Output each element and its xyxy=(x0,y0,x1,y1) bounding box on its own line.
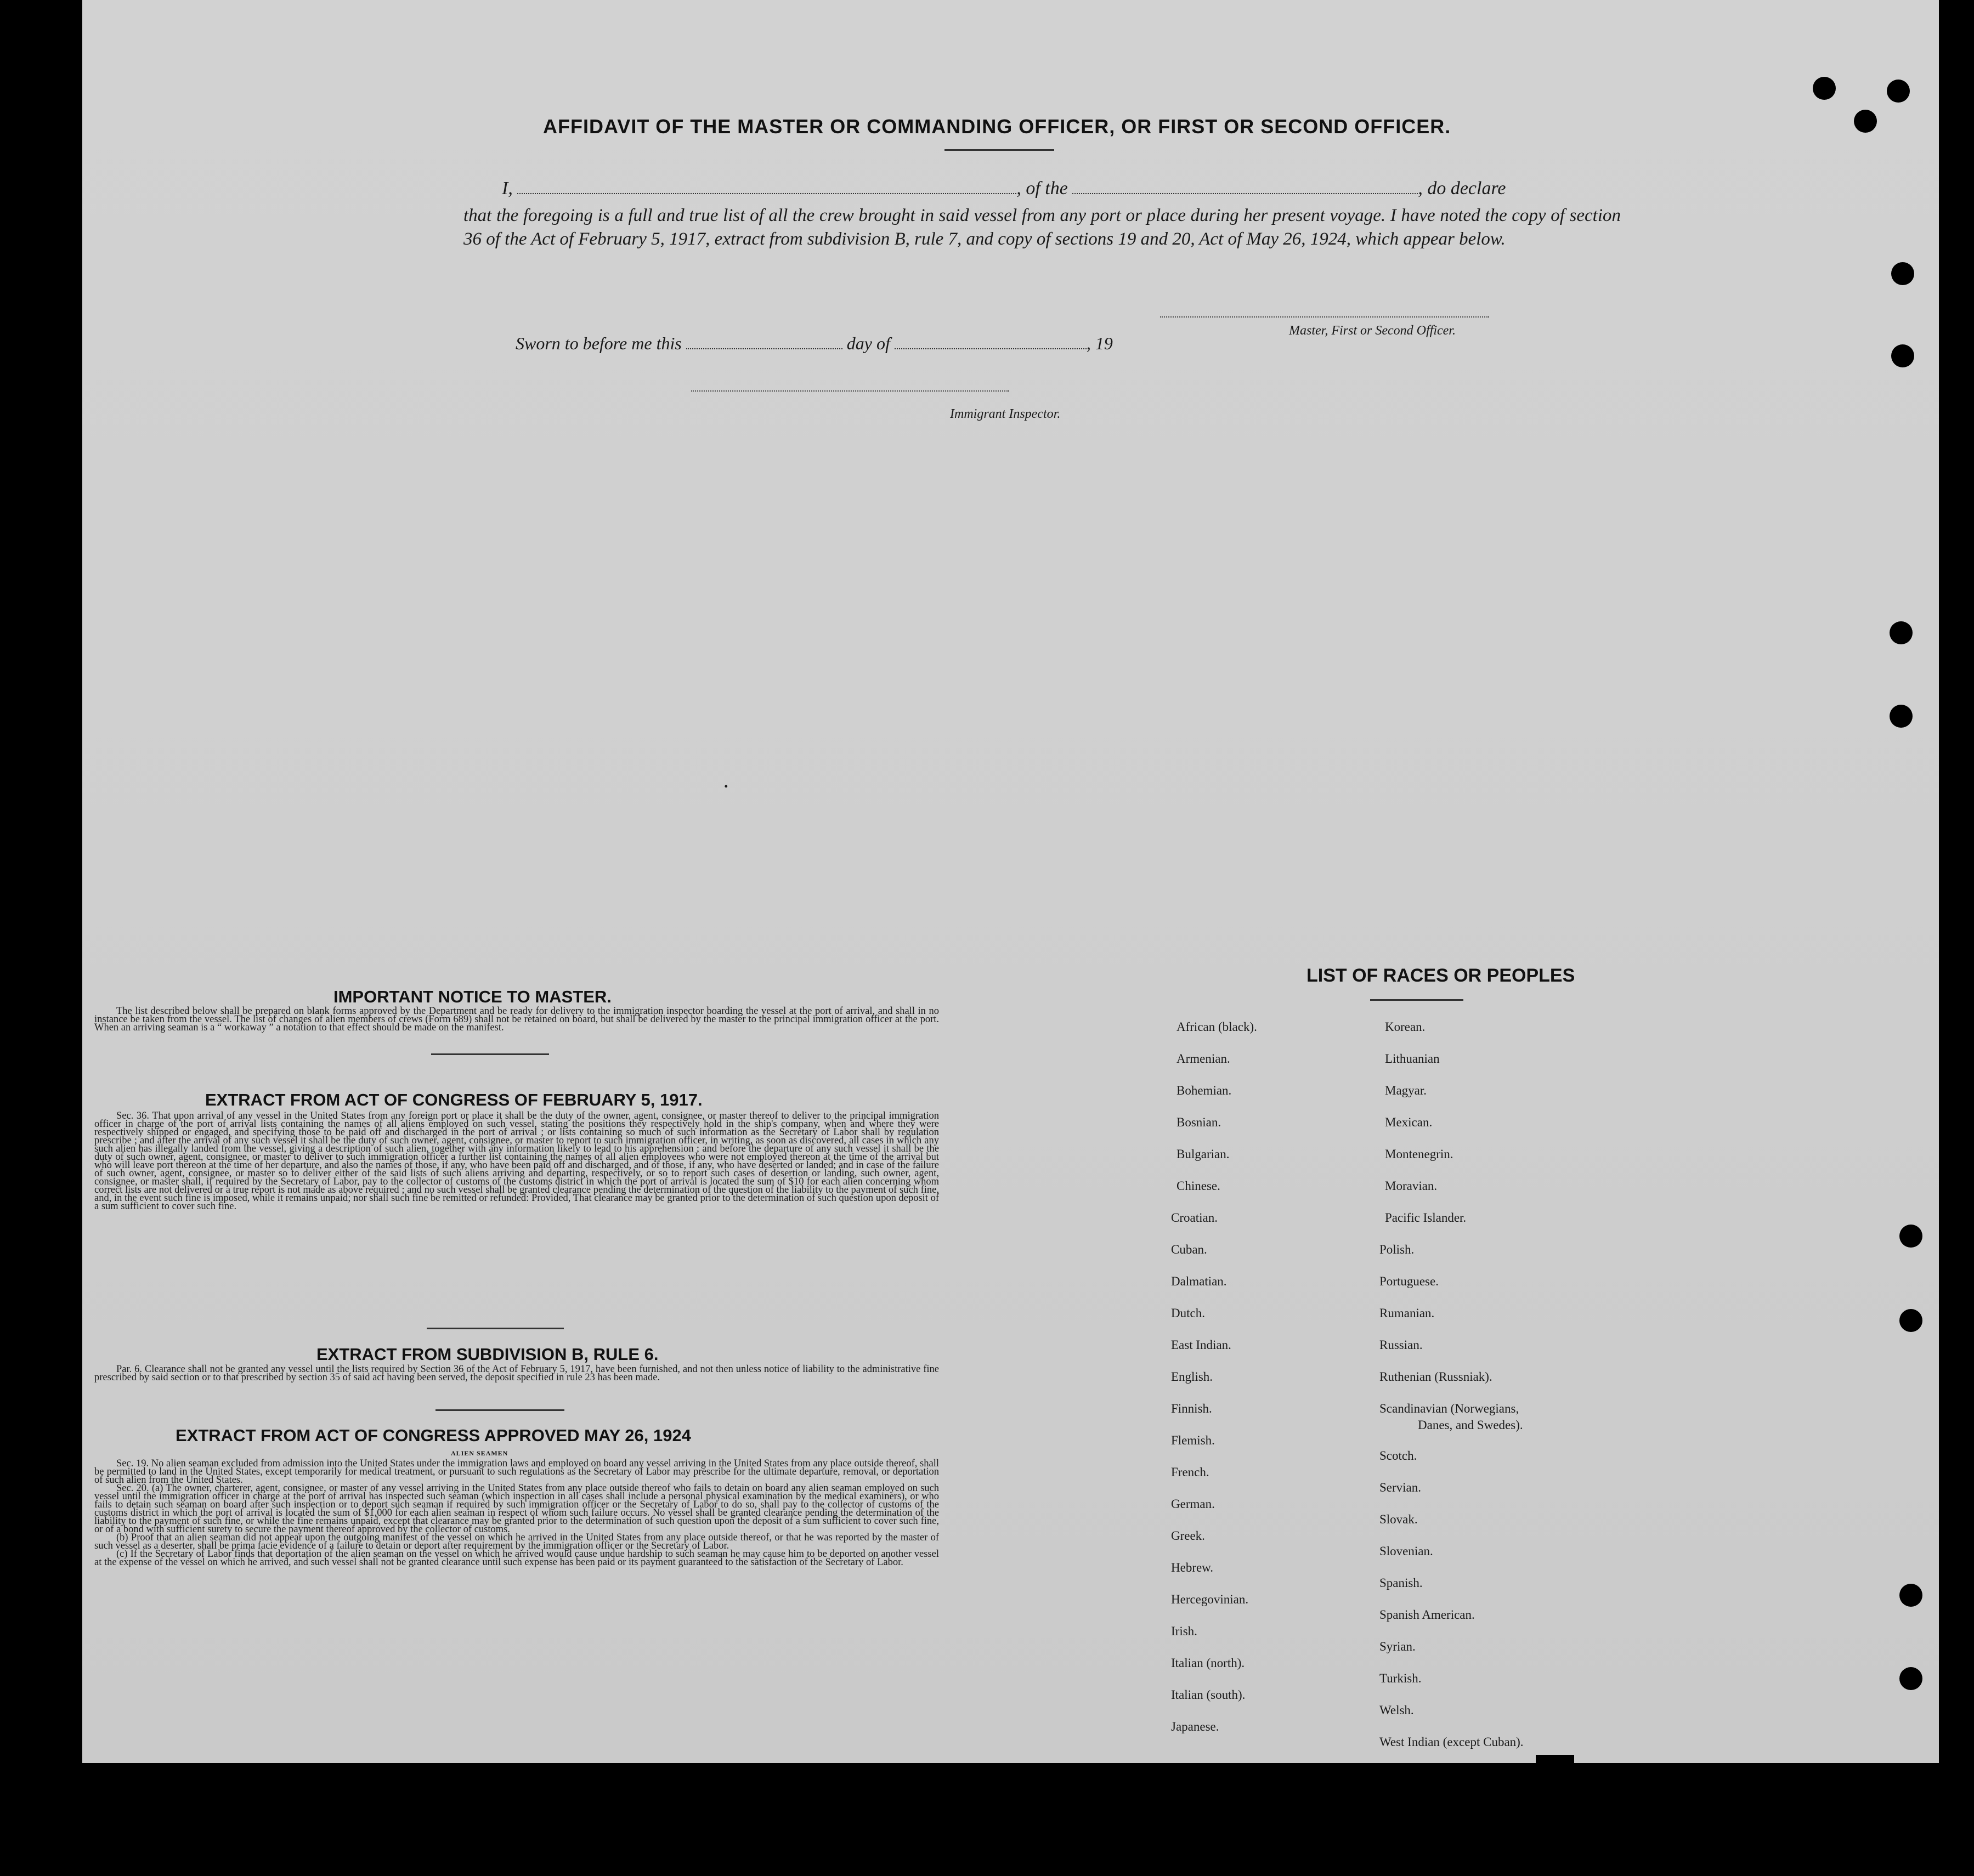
race-item: Lithuanian xyxy=(1385,1052,1440,1065)
race-item: Armenian. xyxy=(1177,1052,1230,1065)
vessel-name-field[interactable] xyxy=(1072,188,1418,194)
extract-rule6-text: Par. 6. Clearance shall not be granted any vessel until the lists required by Section 36 of the Act of February 5, 1917, have been furnished, and not then unless notice of liability to the administrative fine prescribed by said section or to that prescribed by section 35 of said act having been served, the deposit specified in rule 23 has been made. xyxy=(94,1364,939,1383)
race-item: Russian. xyxy=(1379,1338,1423,1352)
sec-36-label: Sec. 36. xyxy=(116,1110,150,1121)
race-item: Spanish. xyxy=(1379,1576,1423,1590)
race-item: Mexican. xyxy=(1385,1115,1433,1129)
race-item: French. xyxy=(1171,1465,1209,1479)
alien-seamen-subtitle: ALIEN SEAMEN xyxy=(451,1449,508,1457)
sec-20b-text: (b) Proof that an alien seaman did not appear upon the outgoing manifest of the vessel on which he arrived in the United States from any place outside thereof, or that he was reported by the master of such vessel as a deserter, shall be prima facie evidence of a failure to detain or deport after requirement by the immigration officer or the Secretary of Labor. xyxy=(94,1532,939,1551)
punch-hole xyxy=(1891,262,1914,285)
punch-hole xyxy=(1899,1309,1922,1332)
extract-1917-text xyxy=(94,1112,939,1211)
race-item: Cuban. xyxy=(1171,1243,1207,1256)
master-caption: Master, First or Second Officer. xyxy=(1289,324,1456,338)
sec-20c-text: (c) If the Secretary of Labor finds that deportation of the alien seaman on the vessel on which he arrived would cause undue hardship to such seaman he may cause him to be deported on another vessel at the expense of the vessel on which he arrived, and such vessel shall not be granted clearance until such expense has been paid or its payment guaranteed to the satisfaction of the Secretary of Labor. xyxy=(94,1549,939,1568)
race-item: Hebrew. xyxy=(1171,1561,1214,1574)
race-item: West Indian (except Cuban). xyxy=(1379,1735,1524,1749)
notice-text-block xyxy=(94,1007,939,1032)
extract-1917-block xyxy=(94,1112,939,1211)
race-item: Scandinavian (Norwegians, xyxy=(1379,1402,1519,1415)
do-declare-text: , do declare xyxy=(1418,178,1506,199)
sworn-month-field[interactable] xyxy=(895,343,1087,349)
race-item: Bohemian. xyxy=(1177,1084,1232,1097)
divider-rule-1 xyxy=(431,1053,549,1055)
race-item: Ruthenian (Russniak). xyxy=(1379,1370,1492,1384)
race-item: Polish. xyxy=(1379,1243,1415,1256)
race-item: Pacific Islander. xyxy=(1385,1211,1467,1225)
divider-rule-2 xyxy=(427,1328,564,1329)
race-item: Welsh. xyxy=(1379,1703,1414,1717)
punch-hole xyxy=(1854,110,1877,133)
race-item: Turkish. xyxy=(1379,1671,1422,1685)
race-item: Scotch. xyxy=(1379,1449,1417,1463)
extract-1924-block xyxy=(94,1460,939,1567)
race-item: East Indian. xyxy=(1171,1338,1231,1352)
race-item: Portuguese. xyxy=(1379,1274,1439,1288)
day-of-text: day of xyxy=(846,333,890,353)
document-sheet xyxy=(82,0,1939,1763)
declarant-name-field[interactable] xyxy=(517,188,1016,194)
inspector-signature-line[interactable] xyxy=(691,390,1009,392)
race-item: Italian (south). xyxy=(1171,1688,1246,1702)
page-tear xyxy=(1536,1755,1574,1788)
extract-rule6-title: EXTRACT FROM SUBDIVISION B, RULE 6. xyxy=(316,1345,659,1364)
races-title-underline xyxy=(1370,999,1463,1001)
race-item: English. xyxy=(1171,1370,1213,1384)
notice-text: The list described below shall be prepared on blank forms approved by the Department and be ready for delivery to the immigration inspector boarding the vessel at the port of arrival, and shall in no instance be taken from the vessel. The list of changes of alien members of crews (Form 689) shall not be retained on board, but shall be delivered by the master to the principal immigration officer at the port. When an arriving seaman is a “ workaway ” a notation to that effect should be made on the manifest. xyxy=(94,1006,939,1033)
race-item: Moravian. xyxy=(1385,1179,1438,1193)
race-item: Dalmatian. xyxy=(1171,1274,1227,1288)
punch-hole xyxy=(1899,1667,1922,1690)
year-prefix-text: , 19 xyxy=(1086,333,1113,353)
affidavit-first-line xyxy=(502,178,1506,199)
punch-hole xyxy=(1890,705,1913,728)
race-item: Slovak. xyxy=(1379,1512,1418,1526)
extract-1924-title: EXTRACT FROM ACT OF CONGRESS APPROVED MAY 26, 1924 xyxy=(176,1426,691,1445)
punch-hole xyxy=(1887,80,1910,103)
race-item: Japanese. xyxy=(1171,1720,1219,1733)
race-item: Syrian. xyxy=(1379,1640,1416,1653)
race-item: Croatian. xyxy=(1171,1211,1218,1225)
sec-20a-text: Sec. 20. (a) The owner, charterer, agent, consignee, or master of any vessel arriving in the United States from any place outside thereof who fails to detain on board any alien seaman employed on such vessel until the immigration officer in charge at the port of arrival has inspected such seaman (which inspection in all cases shall include a personal physical examination by the medical examiners), or who fails to detain such seaman on board after such inspection or to deport such seaman if required by such immigration officer or the Secretary of Labor to do so, shall pay to the collector of customs of the customs district in which the port of arrival is located the sum of $1,000 for each alien seaman in respect of whom such failure occurs. No vessel shall be granted clearance pending the determination of the liability to the payment of such fine, or while the fine remains unpaid, except that clearance may be granted prior to the determination of such question upon the deposit of a sum sufficient to cover such fine, or of a bond with sufficient surety to secure the payment thereof approved by the collector of customs. xyxy=(94,1483,939,1535)
race-item: Italian (north). xyxy=(1171,1656,1245,1670)
race-item: Bulgarian. xyxy=(1177,1147,1230,1161)
race-item: Flemish. xyxy=(1171,1433,1215,1447)
race-item: Greek. xyxy=(1171,1529,1205,1543)
sec-36-text: That upon arrival of any vessel in the United States from any foreign port or place it shall be the duty of the owner, agent, consignee, or master thereof to deliver to the principal immigration officer in charge of the port of arrival lists containing the names of all aliens employed on such vessel, stating the positions they respectively hold in the ship's company, when and where they were respectively shipped or engaged, and specifying those to be paid off and discharged in the port of arrival ; or lists containing so much of such information as the Secretary of Labor shall by regulation prescribe ; and after the arrival of any such vessel it shall be the duty of such owner, agent, consignee, or master to report to such immigration officer, in writing, as soon as discovered, all cases in which any such alien has illegally landed from the vessel, giving a description of such alien, together with any information likely to lead to his apprehension ; and before the departure of any such vessel it shall be the duty of such owner, agent, consignee, or master to deliver to such immigration officer a further list containing the names of all alien employees who were not employed thereon at the time of the arrival but who will leave port thereon at the time of her departure, and also the names of those, if any, who have been paid off and discharged, and of those, if any, who have deserted or landed; and in case of the failure of such owner, agent, consignee, or master so to deliver either of the said lists of such aliens arriving and departing, respectively, or so to report such cases of desertion or landing, such owner, agent, consignee, or master shall, if required by the Secretary of Labor, pay to the collector of customs of the customs district in which the port of arrival is located the sum of $10 for each alien concerning whom correct lists are not delivered or a true report is not made as above required ; and no such vessel shall be granted clearance pending the determination of the question of the liability to the payment of such fine, and, in the event such fine is imposed, while it remains unpaid; nor shall such fine be remitted or refunded: Provided, That clearance may be granted prior to the determination of such question upon deposit of a sum sufficient to cover such fine. xyxy=(94,1110,939,1212)
race-item: German. xyxy=(1171,1497,1215,1511)
stray-mark: . xyxy=(724,773,728,791)
of-the-text: , of the xyxy=(1016,178,1068,199)
affidavit-title-underline xyxy=(944,149,1054,151)
race-item: Bosnian. xyxy=(1177,1115,1221,1129)
race-item: Rumanian. xyxy=(1379,1306,1435,1320)
race-item: Slovenian. xyxy=(1379,1544,1433,1558)
race-item: Spanish American. xyxy=(1379,1608,1475,1622)
sec-19-text: Sec. 19. No alien seaman excluded from admission into the United States under the immigration laws and employed on board any vessel arriving in the United States from any place outside thereof, shall be permitted to land in the United States, except temporarily for medical treatment, or pursuant to such regulations as the Secretary of Labor may prescribe for the ultimate departure, removal, or deportation of such alien from the United States. xyxy=(94,1458,939,1486)
inspector-caption: Immigrant Inspector. xyxy=(950,407,1061,421)
race-item: Hercegovinian. xyxy=(1171,1592,1249,1606)
race-item: Dutch. xyxy=(1171,1306,1205,1320)
sworn-line xyxy=(516,333,1113,354)
race-item: Korean. xyxy=(1385,1020,1426,1034)
races-title: LIST OF RACES OR PEOPLES xyxy=(1306,965,1575,986)
punch-hole xyxy=(1891,344,1914,367)
master-signature-line[interactable] xyxy=(1160,316,1489,318)
race-item: Irish. xyxy=(1171,1624,1197,1638)
sworn-day-field[interactable] xyxy=(686,343,842,349)
affidavit-body: that the foregoing is a full and true list of all the crew brought in said vessel from any port or place during her present voyage. I have noted the copy of section 36 of the Act of February 5, 1917, extract from subdivision B, rule 7, and copy of sections 19 and 20, Act of May 26, 1924, which appear below. xyxy=(463,206,1621,249)
notice-title: IMPORTANT NOTICE TO MASTER. xyxy=(333,987,612,1006)
race-item: Finnish. xyxy=(1171,1402,1212,1415)
punch-hole xyxy=(1890,621,1913,644)
divider-rule-3 xyxy=(435,1409,564,1411)
punch-hole xyxy=(1813,77,1836,100)
affidavit-title: AFFIDAVIT OF THE MASTER OR COMMANDING OFFICER, OR FIRST OR SECOND OFFICER. xyxy=(543,115,1451,138)
race-item: Magyar. xyxy=(1385,1084,1427,1097)
punch-hole xyxy=(1899,1584,1922,1607)
race-item: Montenegrin. xyxy=(1385,1147,1453,1161)
extract-1917-title: EXTRACT FROM ACT OF CONGRESS OF FEBRUARY 5, 1917. xyxy=(205,1090,703,1109)
declarant-prefix: I, xyxy=(502,178,513,199)
race-item: Danes, and Swedes). xyxy=(1418,1418,1523,1432)
sworn-text: Sworn to before me this xyxy=(516,333,682,353)
punch-hole xyxy=(1899,1225,1922,1248)
race-item: African (black). xyxy=(1177,1020,1257,1034)
race-item: Servian. xyxy=(1379,1481,1422,1494)
race-item: Chinese. xyxy=(1177,1179,1220,1193)
extract-rule6-block xyxy=(94,1365,939,1382)
